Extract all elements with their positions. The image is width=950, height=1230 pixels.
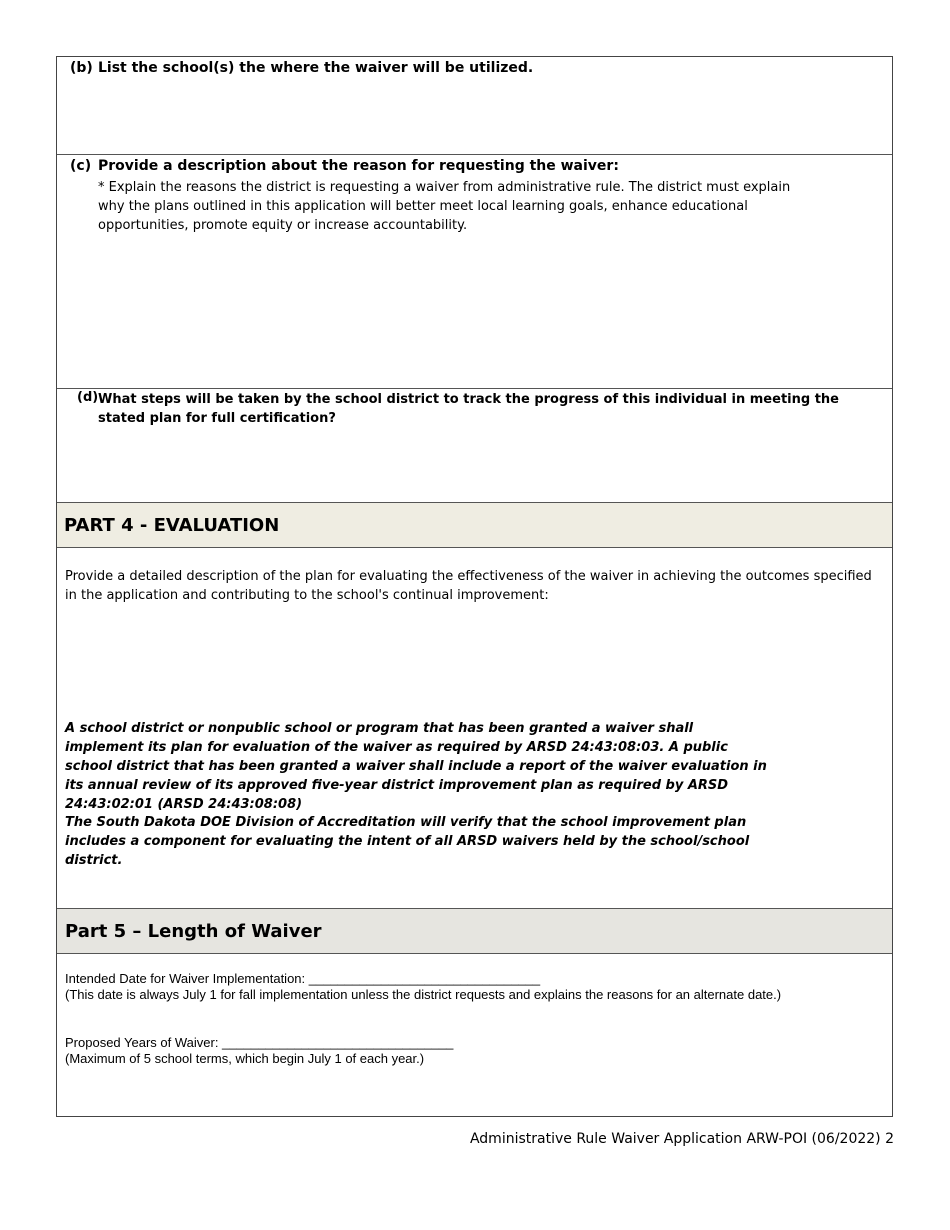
proposed-years-field[interactable]: Proposed Years of Waiver: ________________________________ [65,1035,454,1050]
proposed-years-note: (Maximum of 5 school terms, which begin July 1 of each year.) [65,1051,425,1066]
part4-heading: PART 4 - EVALUATION [64,515,280,536]
waiver-form [56,56,893,1117]
section-b [57,57,892,154]
section-c-question: Provide a description about the reason for requesting the waiver: [98,158,619,174]
section-c [57,154,892,388]
part4-note-accreditation: The South Dakota DOE Division of Accreditation will verify that the school improvement plan includes a component for evaluating the intent of all ARSD waivers held by the school/school district. [65,815,750,868]
section-d-question: What steps will be taken by the school district to track the progress of this individual in meeting the stated plan for full certification? [98,392,839,426]
section-b-question: List the school(s) the where the waiver will be utilized. [98,60,534,76]
part4-description: Provide a detailed description of the plan for evaluating the effectiveness of the waiver in achieving the outcomes specified in the application and contributing to the school's continual improvement: [65,569,872,603]
section-d-label: (d) [77,390,99,405]
part5-header [57,908,892,954]
section-c-explanation: * Explain the reasons the district is requesting a waiver from administrative rule. The district must explain why the plans outlined in this application will better meet local learning goals, enhance educational opportunities, promote equity or increase accountability. [98,180,791,233]
section-d [57,388,892,502]
part5-body [57,954,892,1118]
part5-heading: Part 5 – Length of Waiver [65,921,322,942]
implementation-date-note: (This date is always July 1 for fall implementation unless the district requests and explains the reasons for an alternate date.) [65,987,782,1002]
part4-header [57,502,892,548]
part4-body [57,548,892,908]
part4-note-implementation: A school district or nonpublic school or program that has been granted a waiver shall implement its plan for evaluation of the waiver as required by ARSD 24:43:08:03. A public school district that has been granted a waiver shall include a report of the waiver evaluation in its annual review of its approved five-year district improvement plan as required by ARSD 24:43:02:01 (ARSD 24:43:08:08) [65,721,767,812]
implementation-date-field[interactable]: Intended Date for Waiver Implementation: ________________________________ [65,971,541,986]
section-c-label: (c) [70,158,92,174]
page-footer: Administrative Rule Waiver Application ARW-POI (06/2022) 2 [469,1131,894,1147]
section-b-label: (b) [70,60,93,76]
